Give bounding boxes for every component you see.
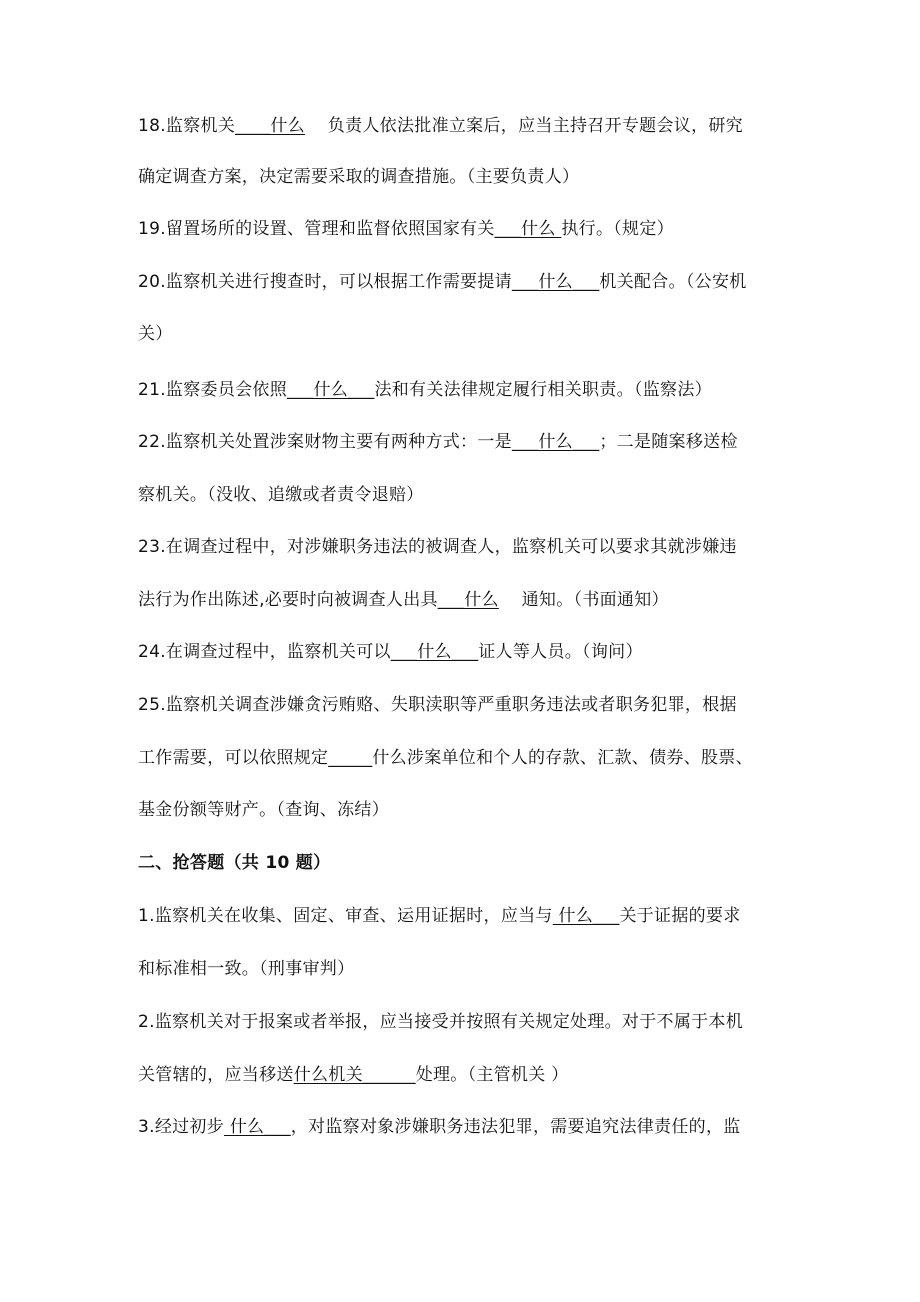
blank-answer: ___什么___ <box>511 272 600 292</box>
blank-answer: ___什么___ <box>390 642 479 662</box>
text-segment: 24.在调查过程中，监察机关可以 <box>138 642 391 662</box>
text-segment: 法行为作出陈述,必要时向被调查人出具 <box>138 590 438 610</box>
blank-answer: ___什么___ <box>287 380 375 400</box>
text-segment: 处理。（主管机关 ） <box>415 1065 569 1085</box>
text-segment: 20.监察机关进行搜查时，可以根据工作需要提请 <box>138 272 512 292</box>
text-line <box>138 378 788 402</box>
text-segment: 关于证据的要求 <box>619 906 741 926</box>
text-segment: 工作需要，可以依照规定 <box>138 748 329 768</box>
blank-answer: ____什么 <box>235 116 305 136</box>
text-line <box>138 1063 788 1087</box>
text-segment: 21.监察委员会依照 <box>138 380 288 400</box>
text-segment: 25.监察机关调查涉嫌贪污贿赂、失职渎职等严重职务违法或者职务犯罪，根据 <box>138 695 737 715</box>
text-line <box>138 270 788 294</box>
text-segment: 关管辖的，应当移送 <box>138 1065 294 1085</box>
text-segment: 执行。（规定） <box>561 219 674 239</box>
text-segment: 负责人依法批准立案后，应当主持召开专题会议，研究 <box>304 116 743 136</box>
text-line <box>138 165 788 189</box>
text-line <box>138 693 788 717</box>
text-segment: 二、抢答题（共 10 题） <box>138 853 331 873</box>
text-line <box>138 483 788 507</box>
text-segment: ；二是随案移送检 <box>599 432 738 452</box>
text-line <box>138 535 788 559</box>
blank-answer: ___什么 <box>494 219 562 239</box>
text-line <box>138 957 788 981</box>
text-segment: 确定调查方案，决定需要采取的调查措施。（主要负责人） <box>138 167 580 187</box>
text-segment: 23.在调查过程中，对涉嫌职务违法的被调查人，监察机关可以要求其就涉嫌违 <box>138 537 737 557</box>
text-line <box>138 322 788 346</box>
text-segment: 1.监察机关在收集、固定、审查、运用证据时，应当与 <box>138 906 553 926</box>
text-segment: 22.监察机关处置涉案财物主要有两种方式：一是 <box>138 432 512 452</box>
text-segment: 什么涉案单位和个人的存款、汇款、债券、股票、 <box>372 748 753 768</box>
text-segment: 机关配合。（公安机 <box>599 272 747 292</box>
blank-answer: _____ <box>328 748 373 768</box>
text-line <box>138 1115 788 1139</box>
text-line <box>138 588 788 612</box>
text-segment: ，对监察对象涉嫌职务违法犯罪，需要追究法律责任的，监 <box>290 1117 741 1137</box>
text-segment: 证人等人员。（询问） <box>478 642 643 662</box>
text-line <box>138 1010 788 1034</box>
text-segment: 3.经过初步 <box>138 1117 225 1137</box>
text-segment: 和标准相一致。（刑事审判） <box>138 959 355 979</box>
text-line <box>138 114 788 138</box>
blank-answer: 什么___ <box>552 906 620 926</box>
text-segment: 2.监察机关对于报案或者举报，应当接受并按照有关规定处理。对于不属于本机 <box>138 1012 744 1032</box>
text-line <box>138 746 788 770</box>
text-line <box>138 640 788 664</box>
blank-answer: ___什么 <box>437 590 499 610</box>
text-line <box>138 904 788 928</box>
blank-answer: 什么机关______ <box>293 1065 416 1085</box>
text-segment: 通知。（书面通知） <box>498 590 669 610</box>
text-segment: 察机关。（没收、追缴或者责令退赔） <box>138 485 424 505</box>
section-heading <box>138 851 788 875</box>
text-line <box>138 430 788 454</box>
text-line <box>138 217 788 241</box>
text-segment: 18.监察机关 <box>138 116 236 136</box>
text-line <box>138 798 788 822</box>
text-segment: 19.留置场所的设置、管理和监督依照国家有关 <box>138 219 495 239</box>
blank-answer: ___什么___ <box>511 432 600 452</box>
blank-answer: 什么___ <box>224 1117 291 1137</box>
text-segment: 法和有关法律规定履行相关职责。（监察法） <box>374 380 712 400</box>
text-segment: 基金份额等财产。（查询、冻结） <box>138 800 389 820</box>
text-segment: 关） <box>138 324 173 344</box>
